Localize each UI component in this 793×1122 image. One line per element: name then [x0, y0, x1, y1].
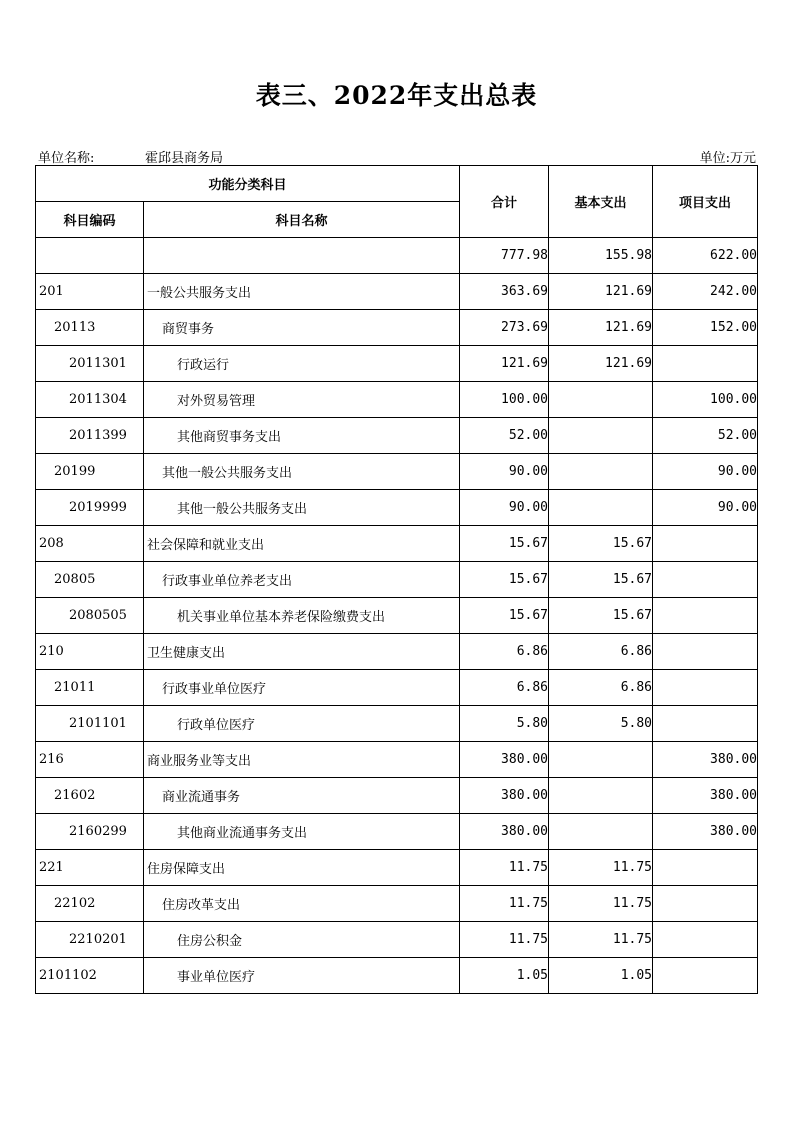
table-row — [36, 526, 758, 562]
header-project-expenditure: 项目支出 — [653, 166, 758, 238]
cell-basic — [549, 742, 653, 778]
cell-total: 90.00 — [460, 454, 549, 490]
cell-code: 20805 — [36, 562, 144, 598]
cell-basic: 6.86 — [549, 634, 653, 670]
cell-project — [653, 598, 758, 634]
cell-project — [653, 562, 758, 598]
cell-project — [653, 886, 758, 922]
table-row — [36, 922, 758, 958]
cell-name: 行政事业单位医疗 — [144, 670, 460, 706]
cell-code: 208 — [36, 526, 144, 562]
cell-project — [653, 670, 758, 706]
cell-total: 380.00 — [460, 742, 549, 778]
cell-code: 2080505 — [36, 598, 144, 634]
currency-unit: 单位:万元 — [699, 151, 756, 166]
header-basic-expenditure: 基本支出 — [549, 166, 653, 238]
cell-code: 2019999 — [36, 490, 144, 526]
unit-name-label: 单位名称: — [38, 151, 95, 166]
cell-basic: 155.98 — [549, 238, 653, 274]
cell-basic — [549, 454, 653, 490]
cell-total: 90.00 — [460, 490, 549, 526]
cell-name: 卫生健康支出 — [144, 634, 460, 670]
cell-total: 273.69 — [460, 310, 549, 346]
table-row — [36, 742, 758, 778]
cell-name: 社会保障和就业支出 — [144, 526, 460, 562]
header-code: 科目编码 — [36, 202, 144, 238]
cell-basic — [549, 490, 653, 526]
table-row — [36, 670, 758, 706]
cell-basic: 15.67 — [549, 598, 653, 634]
cell-name: 其他商业流通事务支出 — [144, 814, 460, 850]
cell-code: 201 — [36, 274, 144, 310]
cell-project — [653, 706, 758, 742]
cell-project — [653, 526, 758, 562]
cell-basic — [549, 814, 653, 850]
expenditure-table — [35, 165, 758, 994]
cell-basic: 1.05 — [549, 958, 653, 994]
cell-total: 6.86 — [460, 634, 549, 670]
cell-total: 15.67 — [460, 562, 549, 598]
cell-basic — [549, 382, 653, 418]
cell-name: 商贸事务 — [144, 310, 460, 346]
cell-basic: 121.69 — [549, 346, 653, 382]
header-name: 科目名称 — [144, 202, 460, 238]
cell-basic: 11.75 — [549, 922, 653, 958]
cell-code — [36, 238, 144, 274]
table-row — [36, 346, 758, 382]
cell-basic: 121.69 — [549, 310, 653, 346]
cell-basic: 15.67 — [549, 562, 653, 598]
cell-name: 事业单位医疗 — [144, 958, 460, 994]
cell-project: 90.00 — [653, 490, 758, 526]
table-row — [36, 634, 758, 670]
cell-code: 20199 — [36, 454, 144, 490]
unit-name-value: 霍邱县商务局 — [145, 151, 224, 166]
cell-code: 20113 — [36, 310, 144, 346]
cell-total: 11.75 — [460, 850, 549, 886]
cell-project: 100.00 — [653, 382, 758, 418]
cell-name: 机关事业单位基本养老保险缴费支出 — [144, 598, 460, 634]
cell-project — [653, 634, 758, 670]
cell-code: 2011399 — [36, 418, 144, 454]
page-title: 表三、2022年支出总表 — [255, 81, 538, 110]
table-row — [36, 886, 758, 922]
table-row — [36, 562, 758, 598]
table-row — [36, 706, 758, 742]
table-row — [36, 814, 758, 850]
cell-code: 210 — [36, 634, 144, 670]
cell-name: 住房公积金 — [144, 922, 460, 958]
table-row — [36, 850, 758, 886]
cell-code: 21011 — [36, 670, 144, 706]
cell-name — [144, 238, 460, 274]
cell-project: 380.00 — [653, 778, 758, 814]
cell-total: 11.75 — [460, 886, 549, 922]
table-row — [36, 490, 758, 526]
cell-project: 622.00 — [653, 238, 758, 274]
cell-name: 其他商贸事务支出 — [144, 418, 460, 454]
cell-project: 380.00 — [653, 814, 758, 850]
cell-code: 216 — [36, 742, 144, 778]
cell-project: 242.00 — [653, 274, 758, 310]
cell-total: 11.75 — [460, 922, 549, 958]
cell-name: 行政单位医疗 — [144, 706, 460, 742]
cell-basic: 5.80 — [549, 706, 653, 742]
cell-total: 5.80 — [460, 706, 549, 742]
table-row — [36, 238, 758, 274]
cell-total: 15.67 — [460, 526, 549, 562]
table-row — [36, 274, 758, 310]
cell-code: 2101101 — [36, 706, 144, 742]
cell-name: 行政运行 — [144, 346, 460, 382]
cell-basic — [549, 778, 653, 814]
cell-name: 商业流通事务 — [144, 778, 460, 814]
cell-project: 90.00 — [653, 454, 758, 490]
cell-code: 2101102 — [36, 958, 144, 994]
cell-total: 380.00 — [460, 778, 549, 814]
table-body — [36, 238, 758, 994]
cell-project — [653, 850, 758, 886]
cell-project — [653, 922, 758, 958]
cell-project: 152.00 — [653, 310, 758, 346]
cell-name: 商业服务业等支出 — [144, 742, 460, 778]
cell-code: 22102 — [36, 886, 144, 922]
header-function-category: 功能分类科目 — [36, 166, 460, 202]
table-row — [36, 958, 758, 994]
cell-project — [653, 346, 758, 382]
cell-code: 2011301 — [36, 346, 144, 382]
table-row — [36, 310, 758, 346]
cell-code: 2011304 — [36, 382, 144, 418]
cell-code: 21602 — [36, 778, 144, 814]
cell-basic — [549, 418, 653, 454]
cell-code: 221 — [36, 850, 144, 886]
table-row — [36, 778, 758, 814]
cell-total: 1.05 — [460, 958, 549, 994]
cell-name: 对外贸易管理 — [144, 382, 460, 418]
table-row — [36, 454, 758, 490]
cell-total: 52.00 — [460, 418, 549, 454]
cell-total: 380.00 — [460, 814, 549, 850]
cell-project — [653, 958, 758, 994]
cell-project: 380.00 — [653, 742, 758, 778]
cell-name: 住房保障支出 — [144, 850, 460, 886]
cell-basic: 6.86 — [549, 670, 653, 706]
table-row — [36, 382, 758, 418]
cell-name: 行政事业单位养老支出 — [144, 562, 460, 598]
table-row — [36, 598, 758, 634]
cell-total: 121.69 — [460, 346, 549, 382]
cell-name: 住房改革支出 — [144, 886, 460, 922]
table-row — [36, 418, 758, 454]
cell-name: 其他一般公共服务支出 — [144, 490, 460, 526]
header-total: 合计 — [460, 166, 549, 238]
cell-total: 100.00 — [460, 382, 549, 418]
cell-total: 6.86 — [460, 670, 549, 706]
cell-basic: 15.67 — [549, 526, 653, 562]
cell-basic: 11.75 — [549, 886, 653, 922]
cell-name: 一般公共服务支出 — [144, 274, 460, 310]
cell-total: 363.69 — [460, 274, 549, 310]
cell-code: 2210201 — [36, 922, 144, 958]
cell-basic: 121.69 — [549, 274, 653, 310]
cell-total: 777.98 — [460, 238, 549, 274]
cell-name: 其他一般公共服务支出 — [144, 454, 460, 490]
cell-project: 52.00 — [653, 418, 758, 454]
cell-code: 2160299 — [36, 814, 144, 850]
cell-basic: 11.75 — [549, 850, 653, 886]
cell-total: 15.67 — [460, 598, 549, 634]
